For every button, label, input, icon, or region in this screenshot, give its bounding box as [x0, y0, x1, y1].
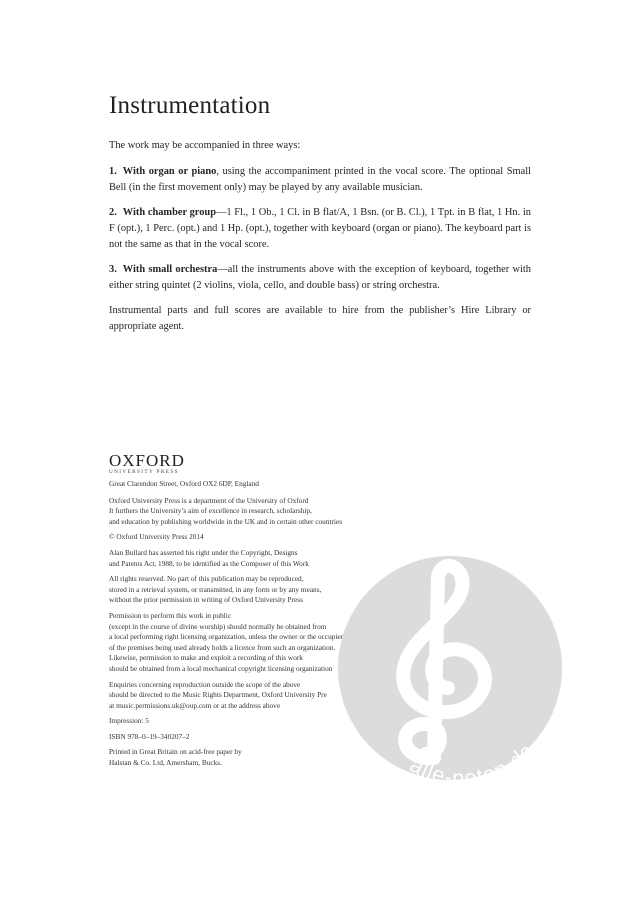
option-number: 1. [109, 166, 117, 177]
watermark-logo [330, 548, 570, 788]
moral-rights-line: Alan Bullard has asserted his right under the Copyright, Designs [109, 547, 298, 557]
option-organ-piano [109, 164, 531, 196]
enquiries-line: at music.permissions.uk@oup.com or at the address above [109, 700, 281, 710]
performance-line: (except in the course of divine worship) should normally be obtained from [109, 621, 327, 631]
printed-line: Halstan & Co. Ltd, Amersham, Bucks. [109, 758, 222, 768]
enquiries-line: Enquiries concerning reproduction outside the scope of the above [109, 679, 301, 689]
option-title: With small orchestra [122, 264, 218, 275]
option-description: —all the instruments above with the exception of keyboard, together with either string quintet (2 violins, viola, cello, and double bass) or string orchestra. [109, 264, 531, 291]
performance-line: a local performing right licensing organization, unless the owner or the occupier [109, 632, 344, 642]
about-line: It furthers the University’s aim of excellence in research, scholarship, [109, 506, 312, 516]
option-number: 3. [109, 264, 117, 275]
option-small-orchestra [109, 262, 531, 294]
performance-line: Permission to perform this work in public [109, 610, 232, 620]
isbn-line: ISBN 978–0–19–340207–2 [109, 731, 190, 741]
option-title: With organ or piano [122, 166, 217, 177]
intro-paragraph: The work may be accompanied in three ways: [109, 140, 301, 151]
watermark-text: alle-noten.de [405, 738, 540, 788]
enquiries-line: should be directed to the Music Rights Department, Oxford University Pre [109, 690, 327, 700]
performance-line: Likewise, permission to make and exploit a recording of this work [109, 653, 303, 663]
hire-note: Instrumental parts and full scores are available to hire from the publisher’s Hire Library or appropriate agent. [109, 305, 531, 332]
option-chamber-group [109, 205, 531, 253]
rights-line: without the prior permission in writing of Oxford University Press [109, 595, 303, 605]
option-title: With chamber group [122, 207, 216, 218]
performance-line: should be obtained from a local mechanical copyright licensing organization [109, 663, 333, 673]
impression-line: Impression: 5 [109, 716, 149, 726]
option-description: , using the accompaniment printed in the vocal score. The optional Small Bell (in the first movement only) may be played by any available musician. [109, 166, 531, 193]
about-paragraph [109, 496, 429, 528]
about-line: Oxford University Press is a department of the University of Oxford [109, 495, 309, 505]
about-line: and education by publishing worldwide in the UK and in certain other countries [109, 516, 343, 526]
rights-line: All rights reserved. No part of this publication may be reproduced, [109, 574, 304, 584]
instrumentation-text [109, 138, 531, 344]
rights-line: stored in a retrieval system, or transmitted, in any form or by any means, [109, 584, 322, 594]
performance-line: of the premises being used already holds a licence from such an organization. [109, 642, 336, 652]
publisher-logo: OXFORD [109, 451, 185, 470]
option-number: 2. [109, 207, 117, 218]
moral-rights-line: and Patents Act, 1988, to be identified as the Composer of this Work [109, 558, 309, 568]
page-title: Instrumentation [109, 92, 271, 119]
publisher-address: Great Clarendon Street, Oxford OX2 6DP, England [109, 479, 259, 488]
printed-line: Printed in Great Britain on acid-free paper by [109, 747, 242, 757]
publisher-logo-subtitle: UNIVERSITY PRESS [109, 469, 179, 475]
copyright-notice: © Oxford University Press 2014 [109, 532, 204, 542]
option-description: —1 Fl., 1 Ob., 1 Cl. in B flat/A, 1 Bsn. (or B. Cl.), 1 Tpt. in B flat, 1 Hn. in F (opt.), 1 Perc. (opt.) and 1 Hp. (opt.), together with keyboard (organ or piano). The keyboard part is not the same as that in the vocal score. [109, 207, 531, 250]
